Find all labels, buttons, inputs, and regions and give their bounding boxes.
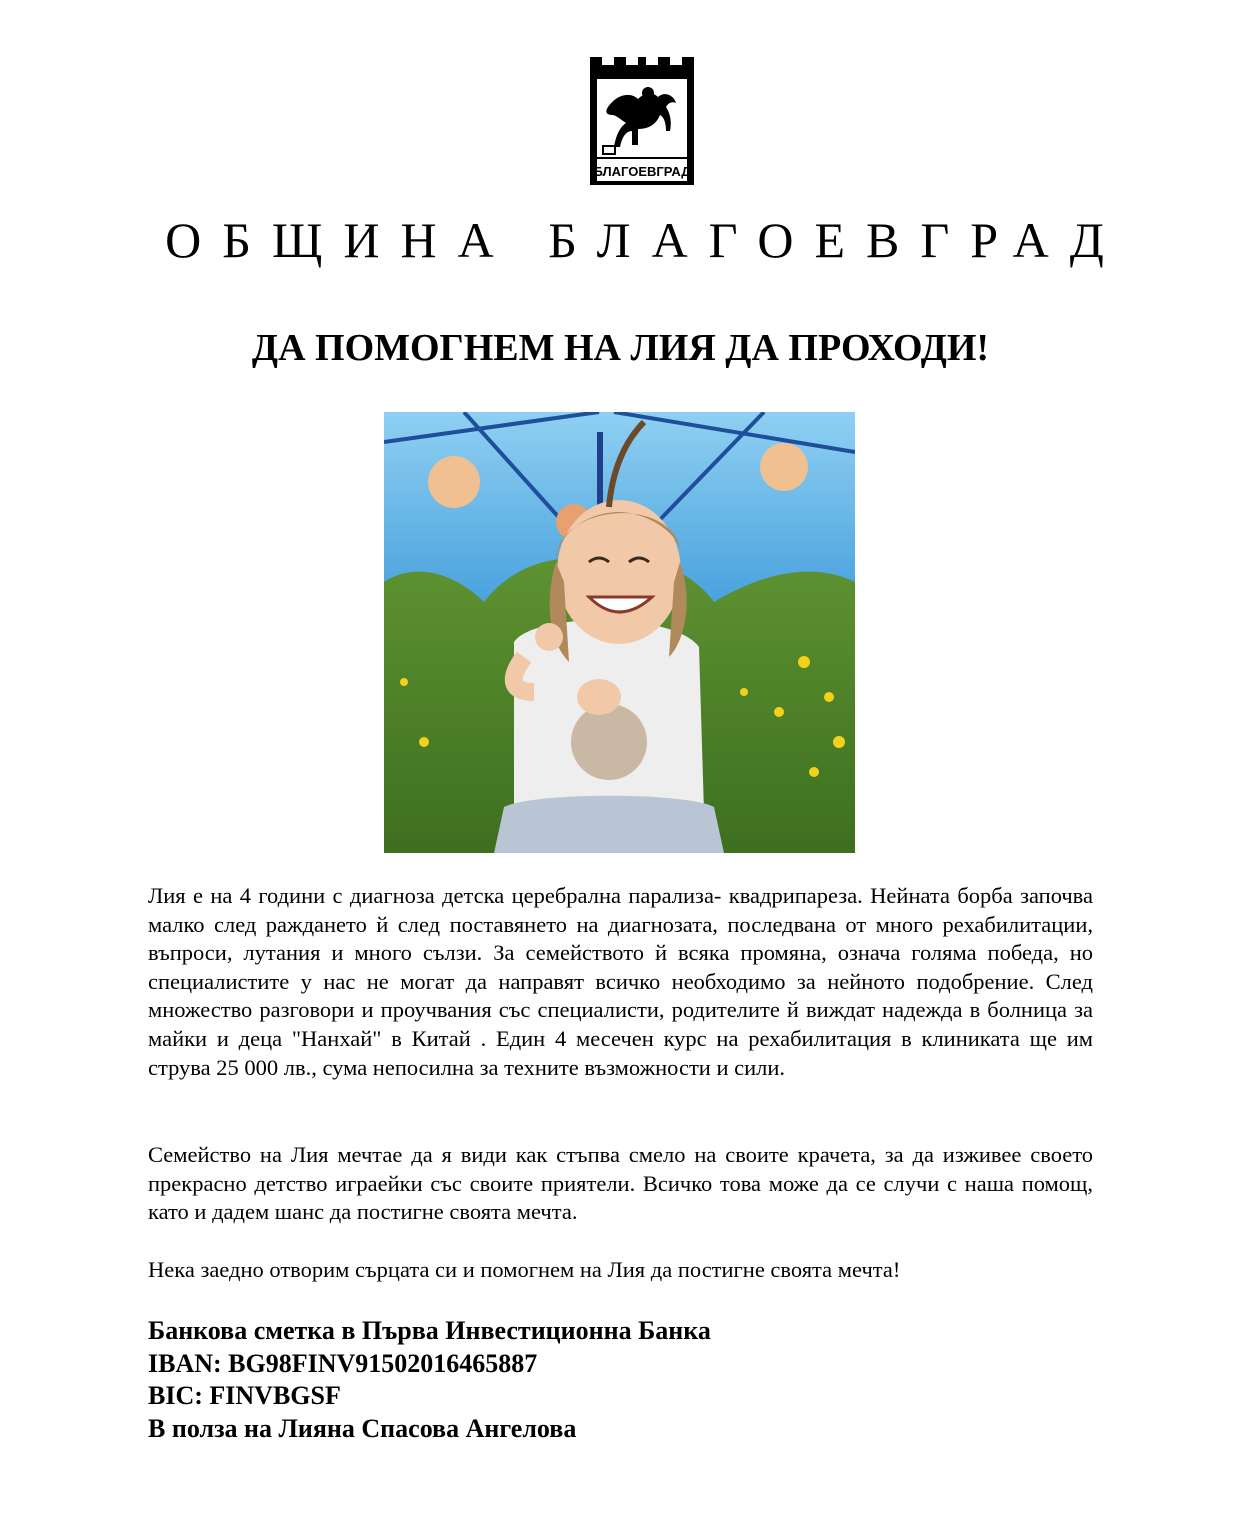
paragraph-dream: Семейство на Лия мечтае да я види как стъпва смело на своите крачета, за да изживее своето прекрасно детство играейки със своите приятели. Всичко това може да се случи с наша помощ, като и дадем шанс да постигне своята мечта.	[148, 1142, 1093, 1225]
blagoevgrad-coat-of-arms-icon	[586, 55, 698, 187]
coat-of-arms-logo	[586, 55, 698, 187]
bic-line: BIC: FINVBGSF	[148, 1381, 341, 1410]
page-headline: ДА ПОМОГНЕМ НА ЛИЯ ДА ПРОХОДИ!	[251, 327, 990, 369]
municipality-title: ОБЩИНА БЛАГОЕВГРАД	[165, 212, 1125, 268]
iban-line: IBAN: BG98FINV91502016465887	[148, 1348, 538, 1378]
paragraph-story: Лия е на 4 години с диагноза детска церебрална парализа- квадрипареза. Нейната борба започва малко след раждането й след поставянето на диагнозата, последвана от много рехабилитации, въпроси, лутания и много сълзи. За семейството й всяка промяна, означа голяма победа, но специалистите у нас не могат да направят всичко необходимо за нейното подобрение. След множество разговори и проучвания със специалисти, родителите й виждат надежда в болница за майки и деца "Нанхай" в Китай . Един 4 месечен курс на рехабилитация в клиниката ще им струва 25 000 лв., сума непосилна за техните възможности и сили.	[148, 883, 1093, 1080]
child-umbrella-illustration	[384, 412, 855, 853]
beneficiary-line: В полза на Лияна Спасова Ангелова	[148, 1413, 577, 1443]
child-umbrella-photo	[384, 412, 855, 853]
paragraph-call-to-action: Нека заедно отворим сърцата си и помогнем на Лия да постигне своята мечта!	[148, 1257, 901, 1282]
logo-text: БЛАГОЕВГРАД	[593, 164, 691, 179]
bank-details	[148, 1315, 1093, 1445]
bank-account-line: Банкова сметка в Първа Инвестиционна Банка	[148, 1316, 711, 1345]
